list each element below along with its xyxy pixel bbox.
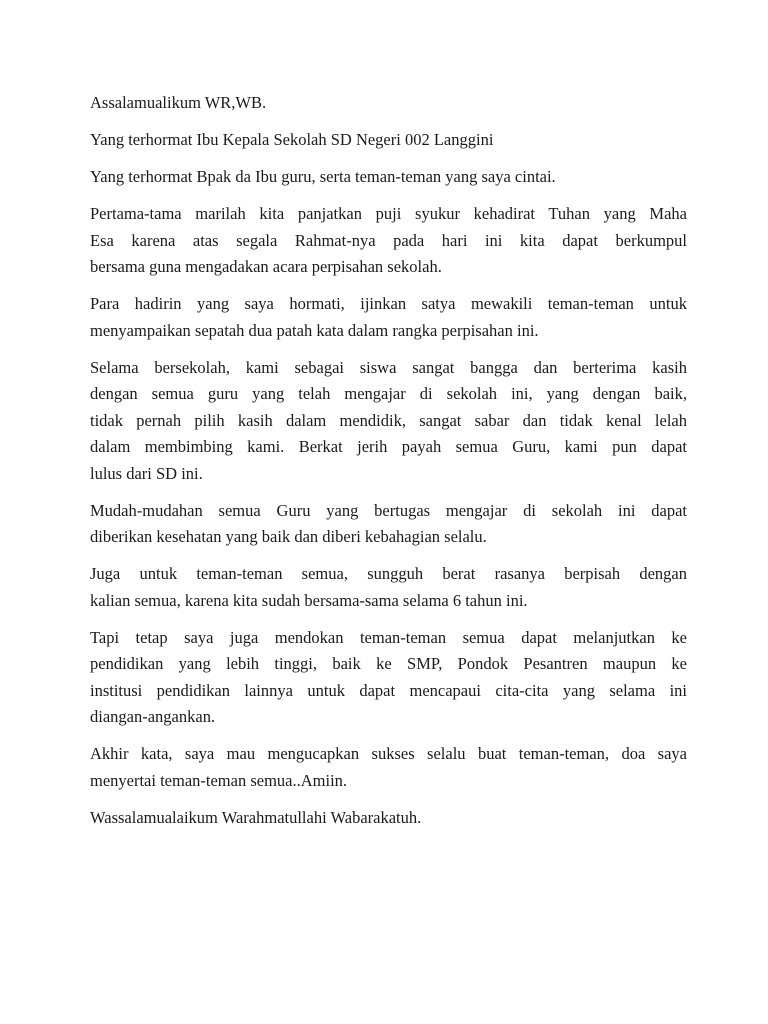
paragraph: [90, 90, 687, 117]
paragraph: [90, 625, 687, 731]
text-line: Pertama-tama marilah kita panjatkan puji syukur kehadirat Tuhan yang Maha: [90, 204, 687, 223]
paragraph: [90, 201, 687, 281]
text-line: diberikan kesehatan yang baik dan diberi kebahagian selalu.: [90, 527, 487, 546]
text-line: menyertai teman-teman semua..Amiin.: [90, 770, 348, 790]
text-line: tidak pernah pilih kasih dalam mendidik, sangat sabar dan tidak kenal lelah: [90, 410, 687, 430]
text-line: Mudah-mudahan semua Guru yang bertugas mengajar di sekolah ini dapat: [90, 500, 687, 520]
paragraph: [90, 164, 687, 191]
text-line: Assalamualikum WR,WB.: [90, 93, 267, 112]
text-line: lulus dari SD ini.: [90, 463, 203, 483]
paragraph: [90, 741, 687, 794]
paragraph: [90, 127, 687, 154]
text-line: Selama bersekolah, kami sebagai siswa sangat bangga dan berterima kasih: [90, 357, 687, 377]
text-line: menyampaikan sepatah dua patah kata dalam rangka perpisahan ini.: [90, 320, 539, 340]
text-line: pendidikan yang lebih tinggi, baik ke SMP, Pondok Pesantren maupun ke: [90, 654, 687, 673]
text-line: Yang terhormat Ibu Kepala Sekolah SD Negeri 002 Langgini: [90, 130, 494, 149]
paragraph: [90, 291, 687, 344]
text-line: Para hadirin yang saya hormati, ijinkan satya mewakili teman-teman untuk: [90, 294, 687, 313]
paragraph: [90, 355, 687, 488]
text-line: dalam membimbing kami. Berkat jerih payah semua Guru, kami pun dapat: [90, 437, 687, 456]
paragraph: [90, 498, 687, 551]
text-line: dengan semua guru yang telah mengajar di sekolah ini, yang dengan baik,: [90, 384, 687, 403]
text-line: Akhir kata, saya mau mengucapkan sukses selalu buat teman-teman, doa saya: [90, 744, 687, 763]
text-line: bersama guna mengadakan acara perpisahan sekolah.: [90, 257, 442, 276]
text-line: Wassalamualaikum Warahmatullahi Wabarakatuh.: [90, 807, 422, 827]
text-line: Tapi tetap saya juga mendokan teman-teman semua dapat melanjutkan ke: [90, 627, 687, 647]
text-line: institusi pendidikan lainnya untuk dapat mencapaui cita-cita yang selama ini: [90, 680, 687, 700]
document-page: [90, 90, 687, 842]
text-line: Yang terhormat Bpak da Ibu guru, serta teman-teman yang saya cintai.: [90, 167, 556, 186]
text-line: Juga untuk teman-teman semua, sungguh berat rasanya berpisah dengan: [90, 564, 687, 583]
text-line: Esa karena atas segala Rahmat-nya pada hari ini kita dapat berkumpul: [90, 230, 687, 250]
text-line: diangan-angankan.: [90, 707, 216, 726]
paragraph: [90, 561, 687, 614]
paragraph: [90, 805, 687, 832]
text-line: kalian semua, karena kita sudah bersama-sama selama 6 tahun ini.: [90, 590, 528, 610]
